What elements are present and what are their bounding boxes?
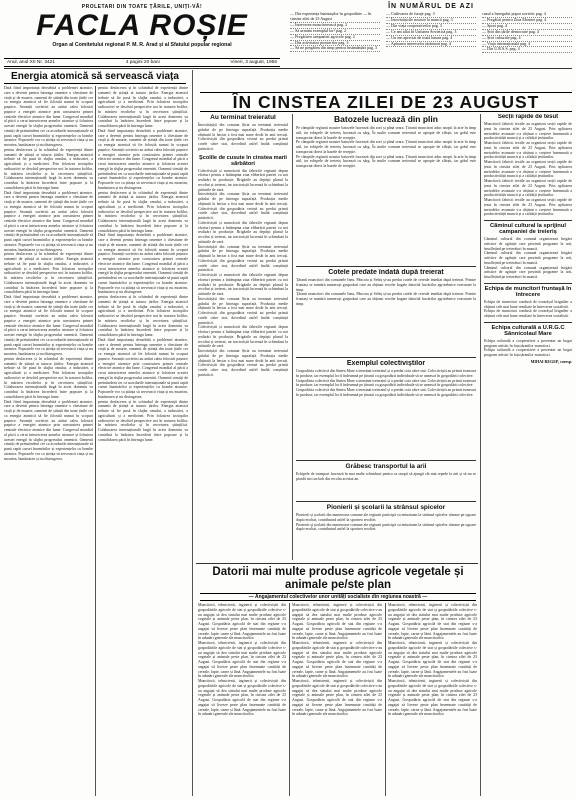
index-item[interactable]: — Știri culturale pag. 4 (482, 36, 572, 42)
section-rule (192, 70, 193, 796)
index-item[interactable]: — Sport pag. 4 (482, 24, 572, 30)
bottom-col-1 (198, 603, 286, 796)
bottom-rule (196, 563, 478, 564)
issue-number: Anul, anul XII Nr. 3421 (7, 60, 55, 65)
bottom-body-1-cont2: Muncitorii, tehnicienii, inginerii și colectiviștii din gospodăriile agricole de stat și gospodăriile colective s-au angajat să dea statului mai multe produse agricole vegetale și animale peste plan, în cinstea zilei de 23 August. Gospodăria agricolă de stat din regiune s-a angajat să livreze peste plan însemnate cantități de cereale, lapte, carne și lână. Angajamentele au fost luate în adunări generale ale muncitorilor. (198, 679, 286, 717)
index-col-1 (290, 12, 380, 53)
section-rule (296, 357, 476, 358)
section7-body-cont: Pionierii și școlarii din numeroase comune ale regiunii participă cu entuziasm la strânsul spicelor rămase pe ogoare după recoltat, contribuind astfel la sporirea recoltei. (296, 522, 476, 532)
index-item[interactable]: — Din activitatea pionierilor pag. 3 (290, 41, 380, 47)
index-item[interactable]: — Cultivarea de furaje pag. 3 (386, 12, 476, 18)
left-col2-body-cont5: Dată fiind importanța deosebită a problemei atomice, care a devenit pentru întreaga omenire o chestiune de viață și de moarte, oamenii de știință din toate țările cer ca energia atomică să fie folosită numai în scopuri pașnice. Savanții sovietici au arătat calea folosirii pașnice a energiei atomice prin construirea primei centrale electrice atomice din lume. Congresul mondial al păcii a cerut interzicerea armelor atomice și folosirea acestei energii în slujba progresului omenirii. Oamenii cinstiți de pretutindeni cer ca acordurile internaționale să pună capăt cursei înarmărilor și experiențelor cu bombe atomice. Popoarele vor ca știința să servească viața și nu moartea, bunăstarea și nu distrugerea. (98, 337, 188, 399)
section5-title: Exemplul colectiviștilor (346, 360, 426, 367)
left-col2-body-cont6: pentru desfacerea și în schimbul de experiență dintre oamenii de știință ai tuturor țărilor. Energia atomică trebuie să fie pusă în slujba omului, a industriei, a agriculturii și a medicinei. Prin folosirea izotopilor radioactivi se deschid perspective noi în tratarea bolilor, în mărirea recoltelor și în cercetarea științifică. Colaborarea internațională largă în acest domeniu va contribui la întărirea încrederii între popoare și la consolidarea păcii în întreaga lume. (98, 399, 188, 442)
section7-title: Pionierii și școlarii la strânsul spicelor (326, 504, 446, 511)
left-article-body-cont5: pentru desfacerea și în schimbul de experiență dintre oamenii de știință ai tuturor țărilor. Energia atomică trebuie să fie pusă în slujba omului, a industriei, a agriculturii și a medicinei. Prin folosirea izotopilor radioactivi se deschid perspective noi în tratarea bolilor, în mărirea recoltelor și în cercetarea științifică. Colaborarea internațională largă în acest domeniu va contribui la întărirea încrederii între popoare și la consolidarea păcii în întreaga lume. (4, 356, 93, 399)
left-article-body-cont2: Dată fiind importanța deosebită a problemei atomice, care a devenit pentru întreaga omenire o chestiune de viață și de moarte, oamenii de știință din toate țările cer ca energia atomică să fie folosită numai în scopuri pașnice. Savanții sovietici au arătat calea folosirii pașnice a energiei atomice prin construirea primei centrale electrice atomice din lume. Congresul mondial al păcii a cerut interzicerea armelor atomice și folosirea acestei energii în slujba progresului omenirii. Oamenii cinstiți de pretutindeni cer ca acordurile internaționale să pună capăt cursei înarmărilor și experiențelor cu bombe atomice. Popoarele vor ca știința să servească viața și nu moartea, bunăstarea și nu distrugerea. (4, 190, 93, 252)
left-article-body-cont6: Dată fiind importanța deosebită a problemei atomice, care a devenit pentru întreaga omenire o chestiune de viață și de moarte, oamenii de știință din toate țările cer ca energia atomică să fie folosită numai în scopuri pașnice. Savanții sovietici au arătat calea folosirii pașnice a energiei atomice prin construirea primei centrale electrice atomice din lume. Congresul mondial al păcii a cerut interzicerea armelor atomice și folosirea acestei energii în slujba progresului omenirii. Oamenii cinstiți de pretutindeni cer ca acordurile internaționale să pună capăt cursei înarmărilor și experiențelor cu bombe atomice. Popoarele vor ca știința să servească viața și nu moartea, bunăstarea și nu distrugerea. (4, 399, 93, 461)
index-item[interactable]: — Apărarea intereselor țărănimii pag. 4 (386, 42, 476, 48)
index-item[interactable]: — Din experiența înaintașilor în gospodărie — în cinstea zilei de 23 August (290, 12, 380, 23)
column-rule (95, 86, 96, 796)
index-item[interactable]: — Întovărășirile noastre la muncă pag. 3 (386, 18, 476, 24)
left-col2-body-cont3: Dată fiind importanța deosebită a problemei atomice, care a devenit pentru întreaga omenire o chestiune de viață și de moarte, oamenii de știință din toate țările cer ca energia atomică să fie folosită numai în scopuri pașnice. Savanții sovietici au arătat calea folosirii pașnice a energiei atomice prin construirea primei centrale electrice atomice din lume. Congresul mondial al păcii a cerut interzicerea armelor atomice și folosirea acestei energii în slujba progresului omenirii. Oamenii cinstiți de pretutindeni cer ca acordurile internaționale să pună capăt cursei înarmărilor și experiențelor cu bombe atomice. Popoarele vor ca știința să servească viața și nu moartea, bunăstarea și nu distrugerea. (98, 233, 188, 295)
section1-body: Întovărășiții din comuna Șiria au terminat treieratul grâului de pe întreaga suprafață. Producția medie obținută la hectar a fost mai mare decât în anii trecuți. Colectiviștii din gospodăria vecină au predat primii cotele către stat, dovedind astfel înaltă conștiință patriotică. (198, 123, 288, 151)
right-signature: MIHAI REGEP, coresp. (530, 358, 572, 364)
index-item[interactable]: — Ce am aflat în Uniunea Sovietică pag. 3 (386, 30, 476, 36)
section2-body-cont5: Întovărășiții din comuna Șiria au terminat treieratul grâului de pe întreaga suprafață. Producția medie obținută la hectar a fost mai mare decât în anii trecuți. Colectiviștii din gospodăria vecină au predat primii cotele către stat, dovedind astfel înaltă conștiință patriotică. (198, 296, 288, 325)
right-body-2-cont2: Căminul cultural din comună organizează brigăzi artistice de agitație care prezintă programe la arii, însuflețind pe treierători în muncă. (484, 265, 572, 279)
column-rule (289, 603, 290, 796)
right-body-2-cont: Căminul cultural din comună organizează brigăzi artistice de agitație care prezintă programe la arii, însuflețind pe treierători în muncă. (484, 251, 572, 265)
section3-title: Batozele lucrează din plin (334, 114, 438, 124)
index-item[interactable]: cazul a întregului popor sovietic pag. 4 (482, 12, 572, 18)
newspaper-logo: FACLA ROȘIE (36, 9, 248, 42)
right-body-1-cont3: Muncitorii fabricii textile au organizat secții rapide de țesut în cinstea zilei de 23 August. Prin aplicarea metodelor avansate s-a obținut o creștere însemnată a productivității muncii și a calității țesăturilor. (484, 179, 572, 198)
section2-body-cont3: Întovărășiții din comuna Șiria au terminat treieratul grâului de pe întreaga suprafață. Producția medie obținută la hectar a fost mai mare decât în anii trecuți. Colectiviștii din gospodăria vecină au predat primii cotele către stat, dovedind astfel înaltă conștiință patriotică. (198, 244, 288, 273)
right-body-1: Muncitorii fabricii textile au organizat secții rapide de țesut în cinstea zilei de 23 August. Prin aplicarea metodelor avansate s-a obținut o creștere însemnată a productivității muncii și a calității țesăturilor. (484, 122, 572, 141)
section3-body-cont: Pe câmpiile regiunii noastre batozele lucrează din zori și până seara. Țăranii muncitori aduc snopii la arie în timp util, iar echipele de treieriș lucrează cu sârg. În multe comune treieratul se apropie de sfârșit, iar grâul este transportat direct la bazele de recepție. (296, 140, 476, 154)
section7-body: Pionierii și școlarii din numeroase comune ale regiunii participă cu entuziasm la strânsul spicelor rămase pe ogoare după recoltat, contribuind astfel la sporirea recoltei. (296, 513, 476, 522)
right-body-1-cont4: Muncitorii fabricii textile au organizat secții rapide de țesut în cinstea zilei de 23 August. Prin aplicarea metodelor avansate s-a obținut o creștere însemnată a productivității muncii și a calității țesăturilor. (484, 198, 572, 217)
section2-body-cont7: Întovărășiții din comuna Șiria au terminat treieratul grâului de pe întreaga suprafață. Producția medie obținută la hectar a fost mai mare decât în anii trecuți. Colectiviștii din gospodăria vecină au predat primii cotele către stat, dovedind astfel înaltă conștiință patriotică. (198, 349, 288, 377)
bottom-col-3 (388, 603, 477, 796)
left-article-body-cont4: Dată fiind importanța deosebită a problemei atomice, care a devenit pentru întreaga omenire o chestiune de viață și de moarte, oamenii de știință din toate țările cer ca energia atomică să fie folosită numai în scopuri pașnice. Savanții sovietici au arătat calea folosirii pașnice a energiei atomice prin construirea primei centrale electrice atomice din lume. Congresul mondial al păcii a cerut interzicerea armelor atomice și folosirea acestei energii în slujba progresului omenirii. Oamenii cinstiți de pretutindeni cer ca acordurile internaționale să pună capăt cursei înarmărilor și experiențelor cu bombe atomice. Popoarele vor ca știința să servească viața și nu moartea, bunăstarea și nu distrugerea. (4, 295, 93, 356)
issue-info-row (4, 58, 280, 67)
right-title-1: Secții rapide de tesut (497, 114, 559, 120)
center-col-a (198, 114, 288, 560)
right-body-3-cont: Echipa de muncitori condusă de tovarășul brigadier a obținut cele mai bune rezultate în întrecerea socialistă. (484, 309, 572, 318)
bottom-body-2-cont2: Muncitorii, tehnicienii, inginerii și colectiviștii din gospodăriile agricole de stat și gospodăriile colective s-au angajat să dea statului mai multe produse agricole vegetale și animale peste plan, în cinstea zilei de 23 August. Gospodăria agricolă de stat din regiune s-a angajat să livreze peste plan însemnate cantități de cereale, lapte, carne și lână. Angajamentele au fost luate în adunări generale ale muncitorilor. (292, 679, 382, 717)
center-block-pionieri (296, 504, 476, 560)
section2-body: Colectiviștii și muncitorii din fabricile regiunii depun eforturi pentru a întâmpina ziua eliberării patriei cu noi realizări în producție. Brigăzile au depășit planul la recoltat și treierat, iar tractoriștii lucrează în schimburi la arăturile de vară. (198, 168, 288, 192)
index-title: ÎN NUMĂRUL DE AZI (388, 3, 474, 10)
section3-body-cont2: Pe câmpiile regiunii noastre batozele lucrează din zori și până seara. Țăranii muncitori aduc snopii la arie în timp util, iar echipele de treieriș lucrează cu sârg. În multe comune treieratul se apropie de sfârșit, iar grâul este transportat direct la bazele de recepție. (296, 154, 476, 168)
right-body-4: Echipa culturală a cooperativei a prezentat un bogat program artistic în fața țăranilor muncitori. (484, 338, 572, 348)
section4-body-cont: Țăranii muncitori din comunele Ineu, Pâncota și Sebiș și-au predat cotele de cereale imediat după treierat. Printre fruntași se numără numeroși gospodari care au obținut recolte bogate datorită lucrărilor agrotehnice executate la timp. (296, 292, 476, 306)
contents-index (290, 3, 572, 65)
left-article-col-1 (4, 86, 93, 796)
section-rule (296, 501, 476, 502)
center-block-transport (296, 463, 476, 499)
column-rule (292, 114, 293, 560)
bottom-body-3-cont: Muncitorii, tehnicienii, inginerii și colectiviștii din gospodăriile agricole de stat și gospodăriile colective s-au angajat să dea statului mai multe produse agricole vegetale și animale peste plan, în cinstea zilei de 23 August. Gospodăria agricolă de stat din regiune s-a angajat să livreze peste plan însemnate cantități de cereale, lapte, carne și lână. Angajamentele au fost luate în adunări generale ale muncitorilor. (388, 641, 477, 679)
section5-body: Gospodăria colectivă din Sintea Mare a terminat treieratul și a predat cota către stat. Colectiviștii au primit avansuri în produse, iar exemplul lor îi îndeamnă pe țăranii cu gospodării individuale să se unească în gospodării colective. (296, 369, 476, 378)
section1-title: Au terminat treieratul (210, 114, 276, 121)
section2-body-cont2: Colectiviștii și muncitorii din fabricile regiunii depun eforturi pentru a întâmpina ziua eliberării patriei cu noi realizări în producție. Brigăzile au depășit planul la recoltat și treierat, iar tractoriștii lucrează în schimburi la arăturile de vară. (198, 220, 288, 244)
bottom-body-3-cont2: Muncitorii, tehnicienii, inginerii și colectiviștii din gospodăriile agricole de stat și gospodăriile colective s-au angajat să dea statului mai multe produse agricole vegetale și animale peste plan, în cinstea zilei de 23 August. Gospodăria agricolă de stat din regiune s-a angajat să livreze peste plan însemnate cantități de cereale, lapte, carne și lână. Angajamentele au fost luate în adunări generale ale muncitorilor. (388, 679, 477, 717)
right-body-4-cont: Echipa culturală a cooperativei a prezentat un bogat program artistic în fața țăranilor muncitori. (484, 348, 572, 357)
index-item[interactable]: — Din viața cooperativelor pag. 3 (386, 24, 476, 30)
left-article-col-2 (98, 86, 188, 796)
bottom-col-2 (292, 603, 382, 796)
index-item[interactable]: — Să urmăm exemplul lor! pag. 2 (290, 29, 380, 35)
right-column (484, 114, 572, 796)
center-block-exemplul (296, 360, 476, 458)
section5-body-cont2: Gospodăria colectivă din Sintea Mare a terminat treieratul și a predat cota către stat. Colectiviștii au primit avansuri în produse, iar exemplul lor îi îndeamnă pe țăranii cu gospodării individuale să se unească în gospodării colective. (296, 388, 476, 397)
issue-date: Vineri, 3 august, 1956 (230, 60, 277, 65)
organ-line: Organ al Comitetului regional P. M. R. Arad și al Sfatului popular regional (52, 42, 232, 48)
left-col2-body-cont2: pentru desfacerea și în schimbul de experiență dintre oamenii de știință ai tuturor țărilor. Energia atomică trebuie să fie pusă în slujba omului, a industriei, a agriculturii și a medicinei. Prin folosirea izotopilor radioactivi se deschid perspective noi în tratarea bolilor, în mărirea recoltelor și în cercetarea științifică. Colaborarea internațională largă în acest domeniu va contribui la întărirea încrederii între popoare și la consolidarea păcii în întreaga lume. (98, 190, 188, 233)
bottom-body-1: Muncitorii, tehnicienii, inginerii și colectiviștii din gospodăriile agricole de stat și gospodăriile colective s-au angajat să dea statului mai multe produse agricole vegetale și animale peste plan, în cinstea zilei de 23 August. Gospodăria agricolă de stat din regiune s-a angajat să livreze peste plan însemnate cantități de cereale, lapte, carne și lână. Angajamentele au fost luate în adunări generale ale muncitorilor. (198, 603, 286, 641)
left-article-title: Energia atomică să servească viața (4, 71, 186, 84)
section2-body-cont4: Colectiviștii și muncitorii din fabricile regiunii depun eforturi pentru a întâmpina ziua eliberării patriei cu noi realizări în producție. Brigăzile au depășit planul la recoltat și treierat, iar tractoriștii lucrează în schimburi la arăturile de vară. (198, 273, 288, 296)
section2-title: Școlile de cusute în cinstea marii sărbători (199, 154, 287, 167)
section6-body: Echipele de transport lucrează în mai multe schimburi pentru ca snopii să ajungă cât mai repede la arii și să nu se piardă nici un bob din recolta acestui an. (296, 472, 476, 481)
index-item[interactable]: — Un om apreciat de toată lumea pag. 4 (386, 36, 476, 42)
section4-body: Țăranii muncitori din comunele Ineu, Pâncota și Sebiș și-au predat cotele de cereale imediat după treierat. Printre fruntași se numără numeroși gospodari care au obținut recolte bogate datorită lucrărilor agrotehnice executate la timp. (296, 278, 476, 292)
masthead (4, 4, 280, 68)
left-col2-body-cont: Dată fiind importanța deosebită a problemei atomice, care a devenit pentru întreaga omenire o chestiune de viață și de moarte, oamenii de știință din toate țările cer ca energia atomică să fie folosită numai în scopuri pașnice. Savanții sovietici au arătat calea folosirii pașnice a energiei atomice prin construirea primei centrale electrice atomice din lume. Congresul mondial al păcii a cerut interzicerea armelor atomice și folosirea acestei energii în slujba progresului omenirii. Oamenii cinstiți de pretutindeni cer ca acordurile internaționale să pună capăt cursei înarmărilor și experiențelor cu bombe atomice. Popoarele vor ca știința să servească viața și nu moartea, bunăstarea și nu distrugerea. (98, 128, 188, 190)
index-item[interactable]: — Să ne pregătim din timp pentru însămânțări pag. 3 (290, 46, 380, 52)
section5-body-cont: Gospodăria colectivă din Sintea Mare a terminat treieratul și a predat cota către stat. Colectiviștii au primit avansuri în produse, iar exemplul lor îi îndeamnă pe țăranii cu gospodării individuale să se unească în gospodării colective. (296, 378, 476, 388)
section2-body-cont: Întovărășiții din comuna Șiria au terminat treieratul grâului de pe întreaga suprafață. Producția medie obținută la hectar a fost mai mare decât în anii trecuți. Colectiviștii din gospodăria vecină au predat primii cotele către stat, dovedind astfel înaltă conștiință patriotică. (198, 192, 288, 220)
right-title-4: Echipa culturală a U.R.G.C Sânnicolaul Mare (484, 322, 572, 337)
index-item[interactable]: — Viața internațională pag. 4 (482, 42, 572, 48)
right-title-2: Căminul cultural la sprijinul campaniei de treieriș (484, 220, 572, 235)
left-article-body: Dată fiind importanța deosebită a problemei atomice, care a devenit pentru întreaga omenire o chestiune de viață și de moarte, oamenii de știință din toate țările cer ca energia atomică să fie folosită numai în scopuri pașnice. Savanții sovietici au arătat calea folosirii pașnice a energiei atomice prin construirea primei centrale electrice atomice din lume. Congresul mondial al păcii a cerut interzicerea armelor atomice și folosirea acestei energii în slujba progresului omenirii. Oamenii cinstiți de pretutindeni cer ca acordurile internaționale să pună capăt cursei înarmărilor și experiențelor cu bombe atomice. Popoarele vor ca știința să servească viața și nu moartea, bunăstarea și nu distrugerea. (4, 86, 93, 147)
bottom-body-1-cont: Muncitorii, tehnicienii, inginerii și colectiviștii din gospodăriile agricole de stat și gospodăriile colective s-au angajat să dea statului mai multe produse agricole vegetale și animale peste plan, în cinstea zilei de 23 August. Gospodăria agricolă de stat din regiune s-a angajat să livreze peste plan însemnate cantități de cereale, lapte, carne și lână. Angajamentele au fost luate în adunări generale ale muncitorilor. (198, 641, 286, 679)
right-title-3: Echipa de muncitori fruntașă în întrecere (484, 283, 572, 298)
proletari-slogan: PROLETARI DIN TOATE ȚĂRILE, UNIȚI-VĂ! (81, 4, 203, 10)
left-article-body-cont3: pentru desfacerea și în schimbul de experiență dintre oamenii de știință ai tuturor țărilor. Energia atomică trebuie să fie pusă în slujba omului, a industriei, a agriculturii și a medicinei. Prin folosirea izotopilor radioactivi se deschid perspective noi în tratarea bolilor, în mărirea recoltelor și în cercetarea științifică. Colaborarea internațională largă în acest domeniu va contribui la întărirea încrederii între popoare și la consolidarea păcii în întreaga lume. (4, 252, 93, 295)
index-col-3 (482, 12, 572, 53)
index-item[interactable]: — Din U.R.S.S. pag. 4 (482, 47, 572, 53)
right-body-2: Căminul cultural din comună organizează brigăzi artistice de agitație care prezintă programe la arii, însuflețind pe treierători în muncă. (484, 237, 572, 251)
index-item[interactable]: — Pregătiri pentru Ziua Marinei pag. 4 (482, 18, 572, 24)
section6-title: Grăbesc transportul la arii (345, 463, 427, 470)
bottom-body-2-cont: Muncitorii, tehnicienii, inginerii și colectiviștii din gospodăriile agricole de stat și gospodăriile colective s-au angajat să dea statului mai multe produse agricole vegetale și animale peste plan, în cinstea zilei de 23 August. Gospodăria agricolă de stat din regiune s-a angajat să livreze peste plan însemnate cantități de cereale, lapte, carne și lână. Angajamentele au fost luate în adunări generale ale muncitorilor. (292, 641, 382, 679)
section-rule (296, 460, 476, 461)
left-article-body-cont: pentru desfacerea și în schimbul de experiență dintre oamenii de știință ai tuturor țărilor. Energia atomică trebuie să fie pusă în slujba omului, a industriei, a agriculturii și a medicinei. Prin folosirea izotopilor radioactivi se deschid perspective noi în tratarea bolilor, în mărirea recoltelor și în cercetarea științifică. Colaborarea internațională largă în acest domeniu va contribui la întărirea încrederii între popoare și la consolidarea păcii în întreaga lume. (4, 147, 93, 190)
section4-title: Cotele predate îndată după treierat (328, 269, 444, 276)
right-body-1-cont2: Muncitorii fabricii textile au organizat secții rapide de țesut în cinstea zilei de 23 August. Prin aplicarea metodelor avansate s-a obținut o creștere însemnată a productivității muncii și a calității țesăturilor. (484, 160, 572, 179)
left-col2-body: pentru desfacerea și în schimbul de experiență dintre oamenii de știință ai tuturor țărilor. Energia atomică trebuie să fie pusă în slujba omului, a industriei, a agriculturii și a medicinei. Prin folosirea izotopilor radioactivi se deschid perspective noi în tratarea bolilor, în mărirea recoltelor și în cercetarea științifică. Colaborarea internațională largă în acest domeniu va contribui la întărirea încrederii între popoare și la consolidarea păcii în întreaga lume. (98, 86, 188, 128)
bottom-body-2: Muncitorii, tehnicienii, inginerii și colectiviștii din gospodăriile agricole de stat și gospodăriile colective s-au angajat să dea statului mai multe produse agricole vegetale și animale peste plan, în cinstea zilei de 23 August. Gospodăria agricolă de stat din regiune s-a angajat să livreze peste plan însemnate cantități de cereale, lapte, carne și lână. Angajamentele au fost luate în adunări generale ale muncitorilor. (292, 603, 382, 641)
bottom-subheadline: — Angajamentul colectivelor unor unități socialiste din regiunea noastră — (200, 593, 476, 601)
center-block-cote (296, 269, 476, 355)
main-banner-headline: ÎN CINSTEA ZILEI DE 23 AUGUST (200, 92, 572, 112)
right-body-1-cont: Muncitorii fabricii textile au organizat secții rapide de țesut în cinstea zilei de 23 August. Prin aplicarea metodelor avansate s-a obținut o creștere însemnată a productivității muncii și a calității țesăturilor. (484, 141, 572, 160)
column-rule (480, 114, 481, 796)
bottom-body-3: Muncitorii, tehnicienii, inginerii și colectiviștii din gospodăriile agricole de stat și gospodăriile colective s-au angajat să dea statului mai multe produse agricole vegetale și animale peste plan, în cinstea zilei de 23 August. Gospodăria agricolă de stat din regiune s-a angajat să livreze peste plan însemnate cantități de cereale, lapte, carne și lână. Angajamentele au fost luate în adunări generale ale muncitorilor. (388, 603, 477, 641)
left-col2-body-cont4: pentru desfacerea și în schimbul de experiență dintre oamenii de știință ai tuturor țărilor. Energia atomică trebuie să fie pusă în slujba omului, a industriei, a agriculturii și a medicinei. Prin folosirea izotopilor radioactivi se deschid perspective noi în tratarea bolilor, în mărirea recoltelor și în cercetarea științifică. Colaborarea internațională largă în acest domeniu va contribui la întărirea încrederii între popoare și la consolidarea păcii în întreaga lume. (98, 295, 188, 337)
bottom-headline: Datorii mai multe produse agricole vegetale și animale pe/ste plan (212, 566, 464, 591)
right-body-3: Echipa de muncitori condusă de tovarășul brigadier a obținut cele mai bune rezultate în întrecerea socialistă. (484, 299, 572, 309)
section-rule (296, 266, 476, 267)
center-block-batoze (296, 114, 476, 264)
index-item[interactable]: — Pregătirea campaniei agricole pag. 2 (290, 35, 380, 41)
section2-body-cont6: Colectiviștii și muncitorii din fabricile regiunii depun eforturi pentru a întâmpina ziua eliberării patriei cu noi realizări în producție. Brigăzile au depășit planul la recoltat și treierat, iar tractoriștii lucrează în schimburi la arăturile de vară. (198, 325, 288, 349)
column-rule (385, 603, 386, 796)
issue-price: 4 pagini 20 bani (125, 60, 160, 65)
masthead-rule (4, 68, 572, 69)
index-col-2 (386, 12, 476, 53)
section3-body: Pe câmpiile regiunii noastre batozele lucrează din zori și până seara. Țăranii muncitori aduc snopii la arie în timp util, iar echipele de treieriș lucrează cu sârg. În multe comune treieratul se apropie de sfârșit, iar grâul este transportat direct la bazele de recepție. (296, 126, 476, 140)
index-item[interactable]: — Știri din țările democrate pag. 4 (482, 30, 572, 36)
index-item[interactable]: — Întrecerea muncitorească pag. 2 (290, 23, 380, 29)
